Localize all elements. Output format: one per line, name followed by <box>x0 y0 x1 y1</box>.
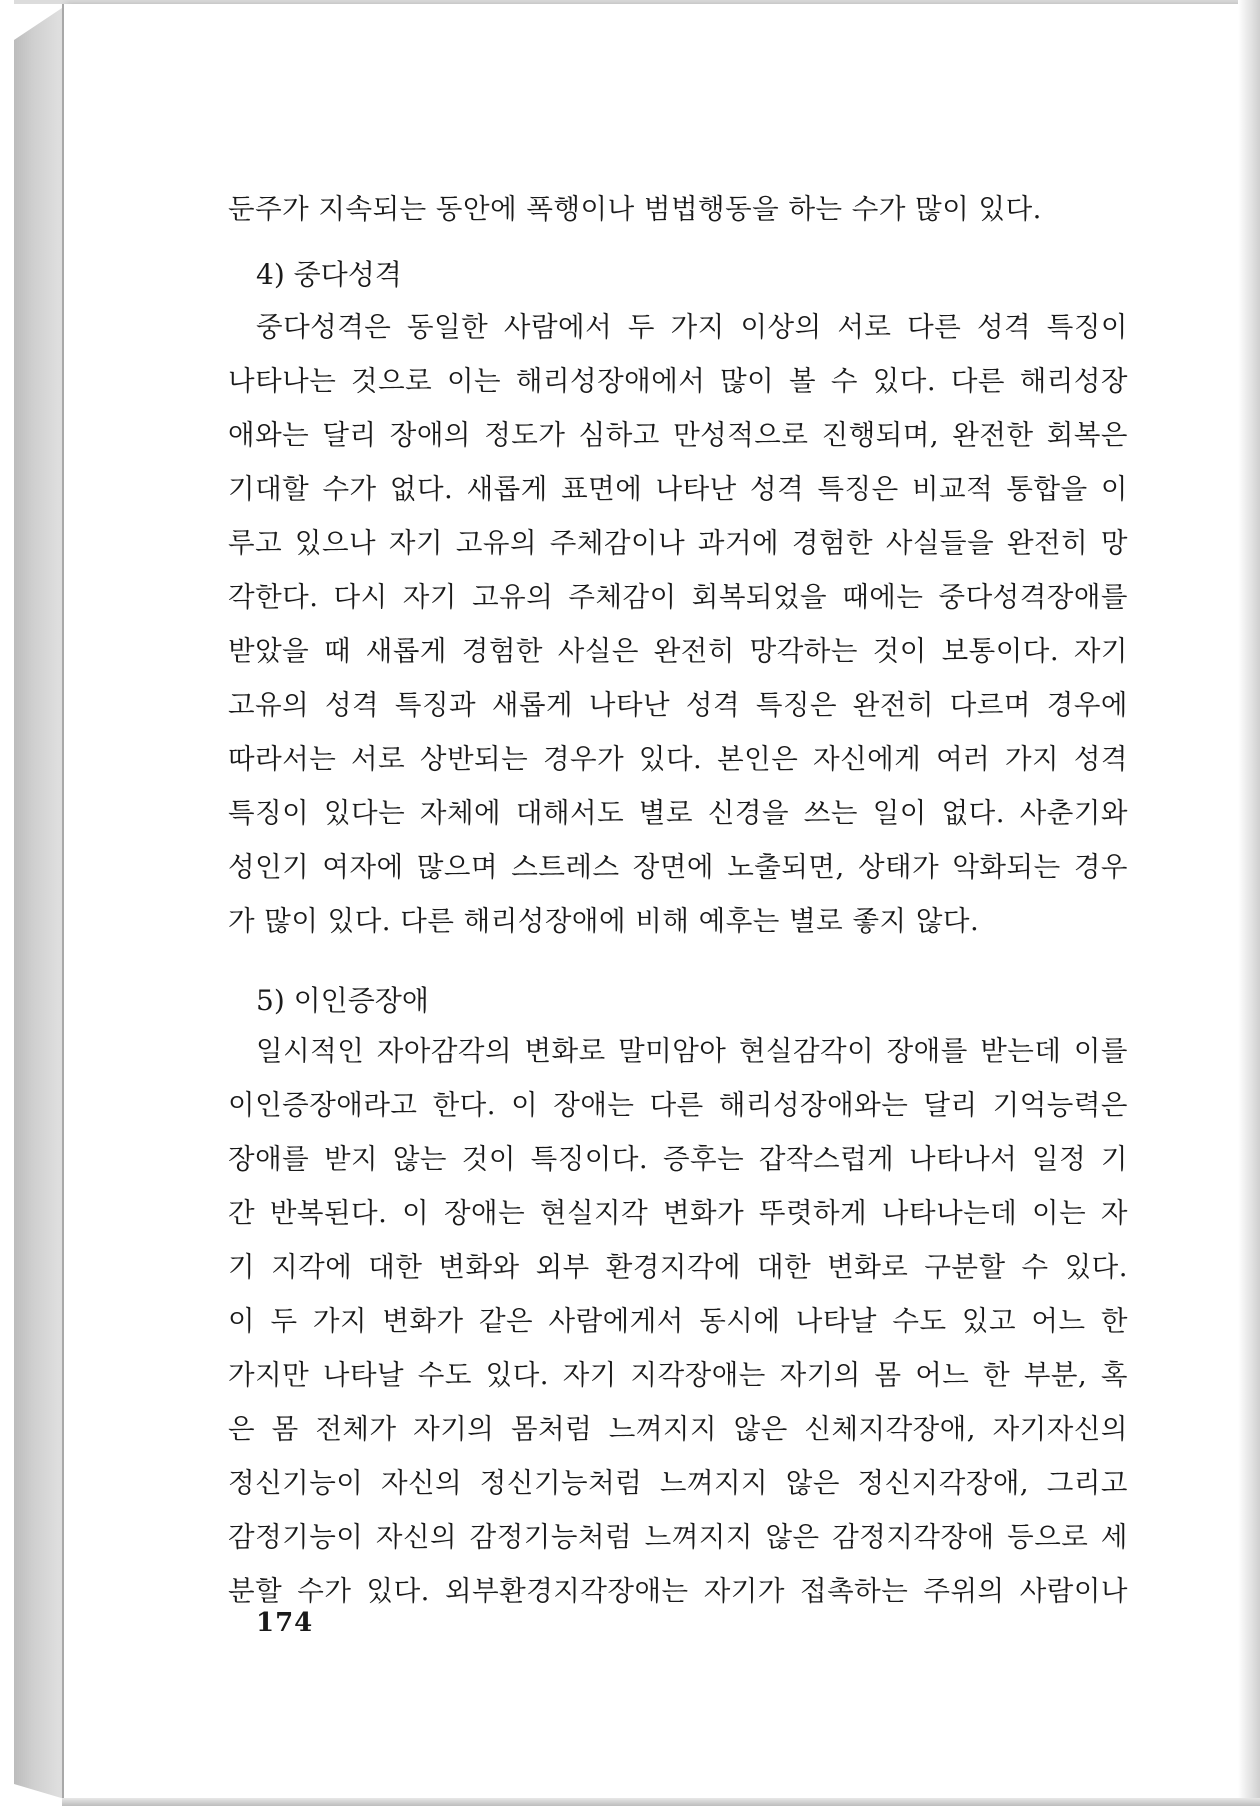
section-4-body <box>228 300 1128 948</box>
body-line: 감정기능이 자신의 감정기능처럼 느껴지지 않은 감정지각장애 등으로 세 <box>228 1521 1128 1553</box>
body-line: 일시적인 자아감각의 변화로 말미암아 현실감각이 장애를 받는데 이를 <box>256 1035 1128 1067</box>
body-line: 이 두 가지 변화가 같은 사람에게서 동시에 나타날 수도 있고 어느 한 <box>228 1305 1128 1337</box>
body-line: 중다성격은 동일한 사람에서 두 가지 이상의 서로 다른 성격 특징이 <box>256 311 1128 343</box>
body-line: 은 몸 전체가 자기의 몸처럼 느껴지지 않은 신체지각장애, 자기자신의 <box>228 1413 1128 1445</box>
section-5-heading: 5) 이인증장애 <box>256 984 429 1017</box>
section-4-heading: 4) 중다성격 <box>256 258 402 291</box>
body-line: 기 지각에 대한 변화와 외부 환경지각에 대한 변화로 구분할 수 있다. <box>228 1251 1128 1283</box>
body-line: 따라서는 서로 상반되는 경우가 있다. 본인은 자신에게 여러 가지 성격 <box>228 743 1128 775</box>
body-line: 장애를 받지 않는 것이 특징이다. 증후는 갑작스럽게 나타나서 일정 기 <box>228 1143 1128 1175</box>
body-line: 애와는 달리 장애의 정도가 심하고 만성적으로 진행되며, 완전한 회복은 <box>228 419 1128 451</box>
page-bottom-edge <box>62 1798 1260 1806</box>
book-spine <box>14 4 68 1800</box>
body-line: 고유의 성격 특징과 새롭게 나타난 성격 특징은 완전히 다르며 경우에 <box>228 689 1128 721</box>
body-line: 정신기능이 자신의 정신기능처럼 느껴지지 않은 정신지각장애, 그리고 <box>228 1467 1128 1499</box>
body-line: 특징이 있다는 자체에 대해서도 별로 신경을 쓰는 일이 없다. 사춘기와 <box>228 797 1128 829</box>
body-line: 나타나는 것으로 이는 해리성장애에서 많이 볼 수 있다. 다른 해리성장 <box>228 365 1128 397</box>
opening-paragraph <box>228 182 1128 236</box>
body-line: 루고 있으나 자기 고유의 주체감이나 과거에 경험한 사실들을 완전히 망 <box>228 527 1128 559</box>
body-line: 받았을 때 새롭게 경험한 사실은 완전히 망각하는 것이 보통이다. 자기 <box>228 635 1128 667</box>
body-line: 각한다. 다시 자기 고유의 주체감이 회복되었을 때에는 중다성격장애를 <box>228 581 1128 613</box>
body-line: 간 반복된다. 이 장애는 현실지각 변화가 뚜렷하게 나타나는데 이는 자 <box>228 1197 1128 1229</box>
body-line: 기대할 수가 없다. 새롭게 표면에 나타난 성격 특징은 비교적 통합을 이 <box>228 473 1128 505</box>
opening-line: 둔주가 지속되는 동안에 폭행이나 범법행동을 하는 수가 많이 있다. <box>228 193 1042 225</box>
body-line: 성인기 여자에 많으며 스트레스 장면에 노출되면, 상태가 악화되는 경우 <box>228 851 1128 883</box>
page-number: 174 <box>256 1608 314 1638</box>
section-5-body <box>228 1024 1128 1618</box>
body-line: 이인증장애라고 한다. 이 장애는 다른 해리성장애와는 달리 기억능력은 <box>228 1089 1128 1121</box>
page-right-shadow <box>1238 0 1260 1806</box>
body-line: 가지만 나타날 수도 있다. 자기 지각장애는 자기의 몸 어느 한 부분, 혹 <box>228 1359 1128 1391</box>
body-line: 가 많이 있다. 다른 해리성장애에 비해 예후는 별로 좋지 않다. <box>228 905 980 937</box>
body-line: 분할 수가 있다. 외부환경지각장애는 자기가 접촉하는 주위의 사람이나 <box>228 1575 1128 1607</box>
